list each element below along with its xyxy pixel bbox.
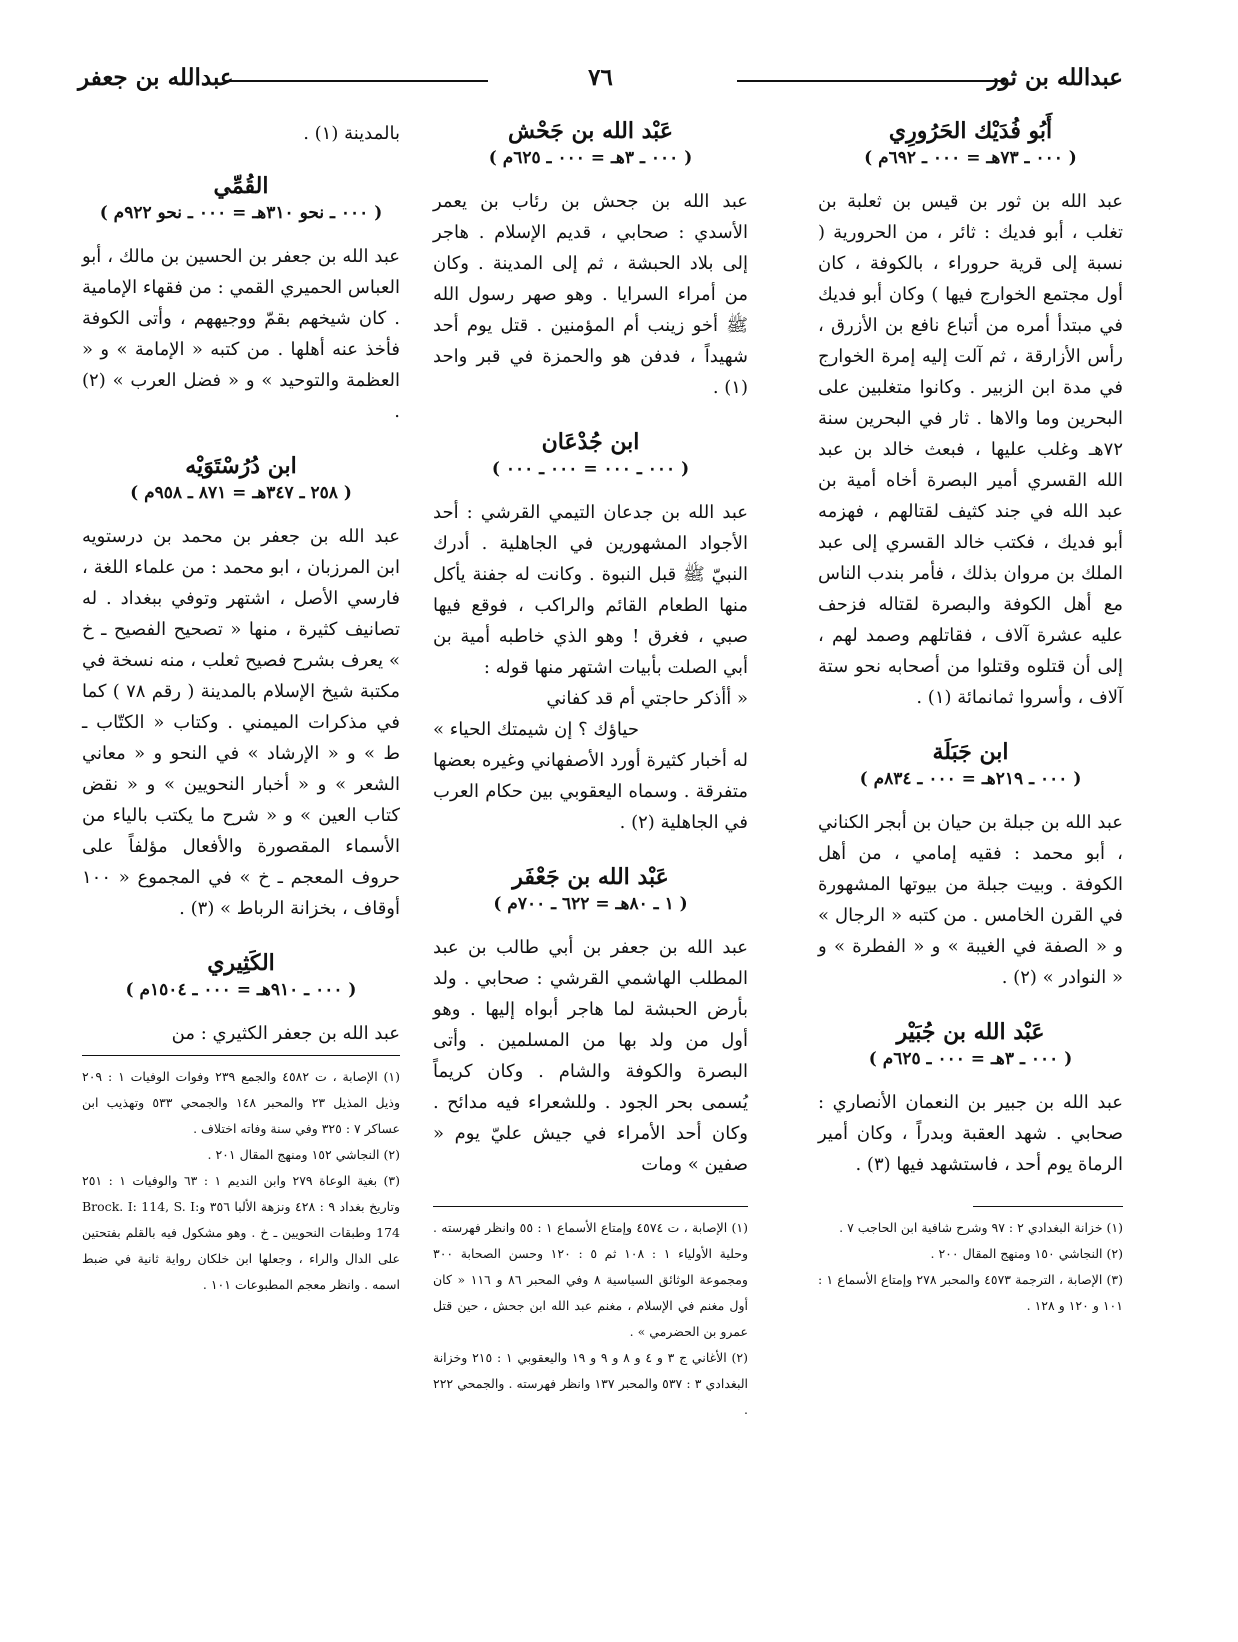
entry-body: عبد الله بن جعفر بن أبي طالب بن عبد المطلب الهاشمي القرشي : صحابي . ولد بأرض الحبشة لما هاجر أبواه إليها . وهو أول من ولد بها من المسلمين . وأتى البصرة والكوفة والشام . وكان كريماً يُسمى بحر الجود . وللشعراء فيه مدائح . وكان أحد الأمراء في جيش عليّ يوم « صفين » ومات (433, 937, 748, 1175)
entry-title: ابن دُرُسْتَوَيْه (185, 453, 297, 479)
entry-ibn-durustawayh (82, 453, 400, 924)
footnotes (818, 1215, 1123, 1319)
entry-abdallah-ibn-jubayr (818, 1019, 1123, 1180)
entry-dates: ( ٠٠٠ ـ نحو ٣١٠هـ = ٠٠٠ ـ نحو ٩٢٢م ) (99, 203, 383, 223)
entry-ibn-jabala (818, 739, 1123, 993)
entry-dates: ( ٠٠٠ ـ ٢١٩هـ = ٠٠٠ ـ ٨٣٤م ) (859, 769, 1082, 789)
entry-body: عبد الله بن جعفر بن محمد بن درستويه ابن المرزبان ، ابو محمد : من علماء اللغة ، فارسي الأصل ، اشتهر وتوفي ببغداد . له تصانيف كثيرة ، منها « تصحيح الفصيح ـ خ » يعرف بشرح فصيح ثعلب ، منه نسخة في مكتبة شيخ الإسلام بالمدينة ( رقم ٧٨ ) كما في مذكرات الميمني . وكتاب « الكتّاب ـ ط » و « الإرشاد » في النحو و « معاني الشعر » و « أخبار النحويين » و « نقض كتاب العين » و « شرح ما يكتب بالياء من الأسماء المقصورة والأفعال مؤلفاً على حروف المعجم ـ خ » في المجموع « ١٠٠ أوقاف ، بخزانة الرباط » (٣) . (82, 526, 400, 919)
entry-body: عبد الله بن جدعان التيمي القرشي : أحد الأجواد المشهورين في الجاهلية . أدرك النبيّ ﷺ قبل النبوة . وكانت له جفنة يأكل منها الطعام القائم والراكب ، فوقع فيها صبي ، فغرق ! وهو الذي خاطبه أمية بن أبي الصلت بأبيات اشتهر منها قوله : (433, 502, 748, 678)
footnote-rule (973, 1206, 1123, 1207)
continued-text: بالمدينة (١) . (303, 123, 400, 144)
entry-abu-fudayk (818, 118, 1123, 713)
entry-dates: ( ٠٠٠ ـ ٧٣هـ = ٠٠٠ ـ ٦٩٢م ) (864, 148, 1077, 168)
entry-dates: ( ٢٥٨ ـ ٣٤٧هـ = ٨٧١ ـ ٩٥٨م ) (130, 483, 352, 503)
entry-dates: ( ١ ـ ٨٠هـ = ٦٢٢ ـ ٧٠٠م ) (493, 894, 688, 914)
footnote-rule (433, 1206, 748, 1207)
header-left-title: عبدالله بن جعفر (78, 64, 234, 91)
entry-abdallah-ibn-jahsh (433, 118, 748, 403)
entry-title: ابن جُدْعَان (541, 429, 640, 455)
footnote: (٢) النجاشي ١٥٢ ومنهج المقال ٢٠١ . (207, 1147, 400, 1162)
column-right (818, 118, 1123, 1319)
verse-line: حياؤك ؟ إن شيمتك الحياء » (433, 719, 639, 740)
entry-title: القُمِّي (213, 173, 269, 199)
header-right-title: عبدالله بن ثور (987, 64, 1123, 91)
entry-body: عبد الله بن جحش بن رئاب بن يعمر الأسدي : صحابي ، قديم الإسلام . هاجر إلى بلاد الحبشة ، ثم إلى المدينة . وكان من أمراء السرايا . وهو صهر رسول الله ﷺ أخو زينب أم المؤمنين . قتل يوم أحد شهيداً ، فدفن هو والحمزة في قبر واحد (١) . (433, 191, 748, 398)
entry-body: عبد الله بن ثور بن قيس بن ثعلبة بن تغلب ، أبو فديك : ثائر ، من الحرورية ( نسبة إلى قرية حروراء ، بالكوفة ، كان أول مجتمع الخوارج فيها ) وكان أبو فديك في مبتدأ أمره من أتباع نافع بن الأزرق ، رأس الأزارقة ، ثم آلت إليه إمرة الخوارج في مدة ابن الزبير . وكانوا متغلبين على البحرين وما والاها . ثار في البحرين سنة ٧٢هـ وغلب عليها ، فبعث خالد بن عبد الله القسري أمير البصرة أخاه أمية بن عبد الله في جند كثيف لقتالهم ، فهزمه أبو فديك ، فكتب خالد القسري إلى عبد الملك بن مروان بذلك ، فأمر بندب الناس مع أهل الكوفة والبصرة لقتاله فزحف عليه عشرة آلاف ، فقاتلهم وصمد لهم ، إلى أن قتلوه وقتلوا من أصحابه نحو ستة آلاف ، وأسروا ثمانمائة (١) . (818, 191, 1123, 708)
footnotes (433, 1215, 748, 1423)
entry-dates: ( ٠٠٠ ـ ٠٠٠ = ٠٠٠ ـ ٠٠٠ ) (491, 459, 690, 479)
footnote: (٣) بغية الوعاة ٢٧٩ وابن النديم ١ : ٦٣ والوفيات ١ : ٢٥١ وتاريخ بغداد ٩ : ٤٢٨ ونزهة الألبا ٣٥٦ وBrock. I: 114, S. I: 174 وطبقات النحويين ـ خ . وهو مشكول فيه بالقلم بفتحتين على الدال والراء ، وجعلها ابن خلكان رواية ثانية في ضبط اسمه . وانظر معجم المطبوعات ١٠١ . (82, 1173, 400, 1292)
entry-dates: ( ٠٠٠ ـ ٩١٠هـ = ٠٠٠ ـ ١٥٠٤م ) (125, 980, 357, 1000)
entry-body: عبد الله بن جعفر بن الحسين بن مالك ، أبو العباس الحميري القمي : من فقهاء الإمامية . كان شيخهم بقمّ ووجيههم ، وأتى الكوفة فأخذ عنه أهلها . من كتبه « الإمامة » و « العظمة والتوحيد » و « فضل العرب » (٢) . (82, 246, 400, 422)
entry-body: عبد الله بن جبلة بن حيان بن أبجر الكناني ، أبو محمد : فقيه إمامي ، من أهل الكوفة . وبيت جبلة من بيوتها المشهورة في القرن الخامس . من كتبه « الرجال » و « الصفة في الغيبة » و « الفطرة » و « النوادر » (٢) . (818, 812, 1123, 988)
entry-body: عبد الله بن جبير بن النعمان الأنصاري : صحابي . شهد العقبة وبدراً ، وكان أمير الرماة يوم أحد ، فاستشهد فيها (٣) . (818, 1092, 1123, 1175)
entry-dates: ( ٠٠٠ ـ ٣هـ = ٠٠٠ ـ ٦٢٥م ) (868, 1049, 1073, 1069)
entry-body: له أخبار كثيرة أورد الأصفهاني وغيره بعضها متفرقة . وسماه اليعقوبي بين حكام العرب في الجاهلية (٢) . (433, 750, 748, 833)
footnote: (١) الإصابة ، ت ٤٥٨٢ والجمع ٢٣٩ وفوات الوفيات ١ : ٢٠٩ وذيل المذيل ٢٣ والمحبر ١٤٨ والجمحي ٥٣٣ وتهذيب ابن عساكر ٧ : ٣٢٥ وفي سنة وفاته اختلاف . (82, 1069, 400, 1136)
entry-title: عَبْد الله بن جُبَيْر (896, 1019, 1045, 1045)
footnote: (٢) الأغاني ج ٣ و ٤ و ٨ و ٩ و ١٩ واليعقوبي ١ : ٢١٥ وخزانة البغدادي ٣ : ٥٣٧ والمحبر ١٣٧ وانظر فهرسته . والجمحي ٢٢٢ . (433, 1350, 749, 1417)
entry-dates: ( ٠٠٠ ـ ٣هـ = ٠٠٠ ـ ٦٢٥م ) (488, 148, 693, 168)
entry-al-qummi (82, 173, 400, 427)
header-rule-left (226, 80, 488, 82)
footnote-rule (82, 1055, 400, 1056)
running-header (78, 64, 1123, 104)
entry-title: ابن جَبَلَة (932, 739, 1009, 765)
entry-body: عبد الله بن جعفر الكثيري : من (171, 1023, 400, 1044)
column-left (82, 118, 400, 1298)
page-number: ٧٦ (588, 64, 613, 91)
entry-title: عَبْد الله بن جَحْش (508, 118, 673, 144)
entry-abdallah-ibn-jafar (433, 864, 748, 1180)
footnote: (١) خزانة البغدادي ٢ : ٩٧ وشرح شافية ابن الحاجب ٧ . (839, 1220, 1123, 1235)
entry-title: الكَثِيري (207, 950, 275, 976)
footnote: (١) الإصابة ، ت ٤٥٧٤ وإمتاع الأسماع ١ : ٥٥ وانظر فهرسته . وحلية الأولياء ١ : ١٠٨ ثم ٥ : ١٢٠ وحسن الصحابة ٣٠٠ ومجموعة الوثائق السياسية ٨ وفي المحبر ٨٦ و ١١٦ « كان أول مغنم في الإسلام ، مغنم عبد الله ابن جحش ، حين قتل عمرو بن الحضرمي » . (433, 1220, 748, 1339)
entry-title: أَبُو فُدَيْك الحَرُورِي (888, 118, 1053, 144)
footnotes (82, 1064, 400, 1298)
footnote: (٢) النجاشي ١٥٠ ومنهج المقال ٢٠٠ . (930, 1246, 1123, 1261)
entry-title: عَبْد الله بن جَعْفَر (512, 864, 669, 890)
verse-line: « أأذكر حاجتي أم قد كفاني (546, 688, 748, 709)
header-rule-right (737, 80, 1005, 82)
entry-al-kathiri (82, 950, 400, 1049)
column-middle (433, 118, 748, 1423)
entry-ibn-judan (433, 429, 748, 838)
footnote: (٣) الإصابة ، الترجمة ٤٥٧٣ والمحبر ٢٧٨ وإمتاع الأسماع ١ : ١٠١ و ١٢٠ و ١٢٨ . (818, 1272, 1123, 1313)
